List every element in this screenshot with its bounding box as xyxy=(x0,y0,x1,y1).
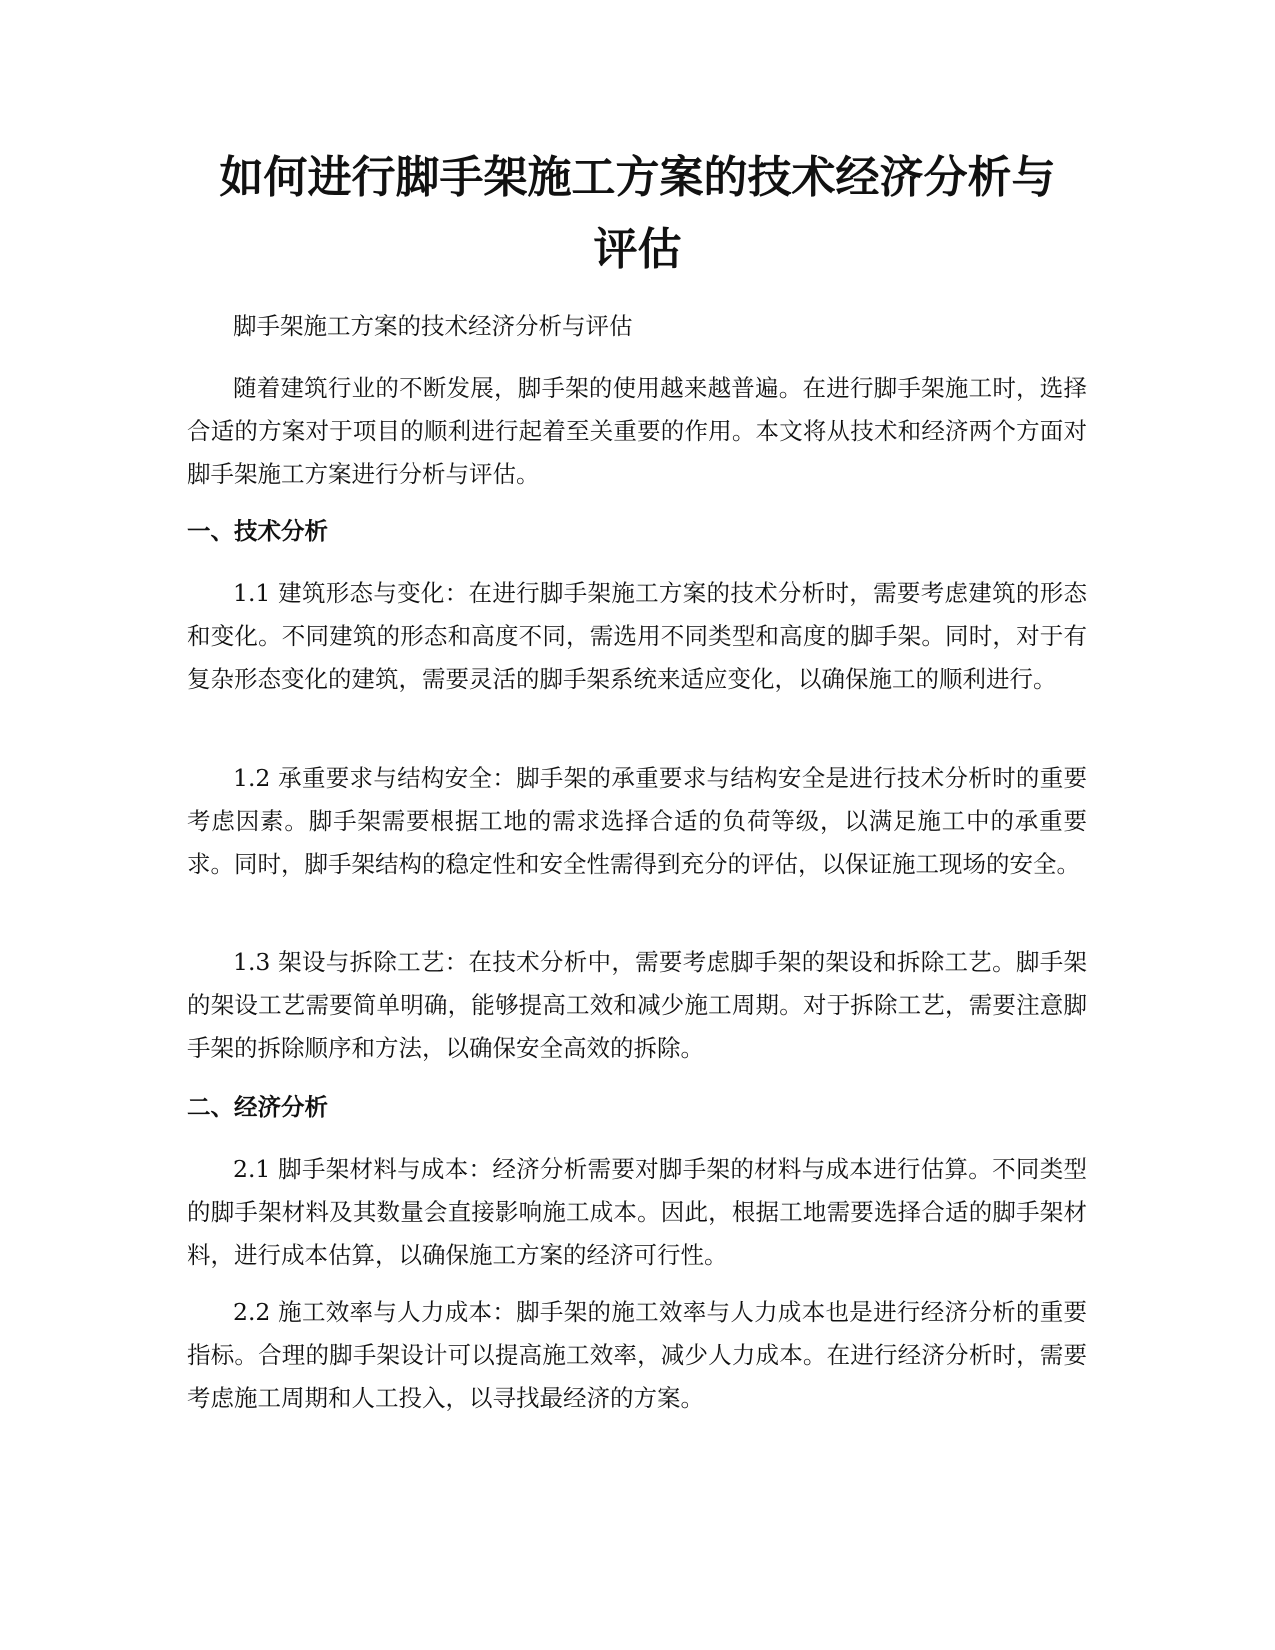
section-heading-economic: 二、经济分析 xyxy=(187,1093,328,1121)
subtitle-paragraph: 脚手架施工方案的技术经济分析与评估 xyxy=(233,312,633,340)
paragraph-1-2: 1.2 承重要求与结构安全：脚手架的承重要求与结构安全是进行技术分析时的重要考虑因素。脚手架需要根据工地的需求选择合适的负荷等级，以满足施工中的承重要求。同时，脚手架结构的稳定性和安全性需得到充分的评估，以保证施工现场的安全。 xyxy=(187,764,1087,878)
title-line-1: 如何进行脚手架施工方案的技术经济分析与 xyxy=(219,152,1056,203)
paragraph-2-1: 2.1 脚手架材料与成本：经济分析需要对脚手架的材料与成本进行估算。不同类型的脚手架材料及其数量会直接影响施工成本。因此，根据工地需要选择合适的脚手架材料，进行成本估算，以确保施工方案的经济可行性。 xyxy=(187,1155,1087,1269)
paragraph-1-1: 1.1 建筑形态与变化：在进行脚手架施工方案的技术分析时，需要考虑建筑的形态和变化。不同建筑的形态和高度不同，需选用不同类型和高度的脚手架。同时，对于有复杂形态变化的建筑，需要灵活的脚手架系统来适应变化，以确保施工的顺利进行。 xyxy=(187,579,1087,693)
title-line-2: 评估 xyxy=(593,224,682,275)
document-title xyxy=(180,142,1095,286)
paragraph-1-3: 1.3 架设与拆除工艺：在技术分析中，需要考虑脚手架的架设和拆除工艺。脚手架的架设工艺需要简单明确，能够提高工效和减少施工周期。对于拆除工艺，需要注意脚手架的拆除顺序和方法，以确保安全高效的拆除。 xyxy=(187,948,1087,1062)
section-heading-technical: 一、技术分析 xyxy=(187,517,328,545)
intro-paragraph: 随着建筑行业的不断发展，脚手架的使用越来越普遍。在进行脚手架施工时，选择合适的方案对于项目的顺利进行起着至关重要的作用。本文将从技术和经济两个方面对脚手架施工方案进行分析与评估。 xyxy=(187,374,1087,488)
paragraph-2-2: 2.2 施工效率与人力成本：脚手架的施工效率与人力成本也是进行经济分析的重要指标。合理的脚手架设计可以提高施工效率，减少人力成本。在进行经济分析时，需要考虑施工周期和人工投入，以寻找最经济的方案。 xyxy=(187,1298,1087,1412)
